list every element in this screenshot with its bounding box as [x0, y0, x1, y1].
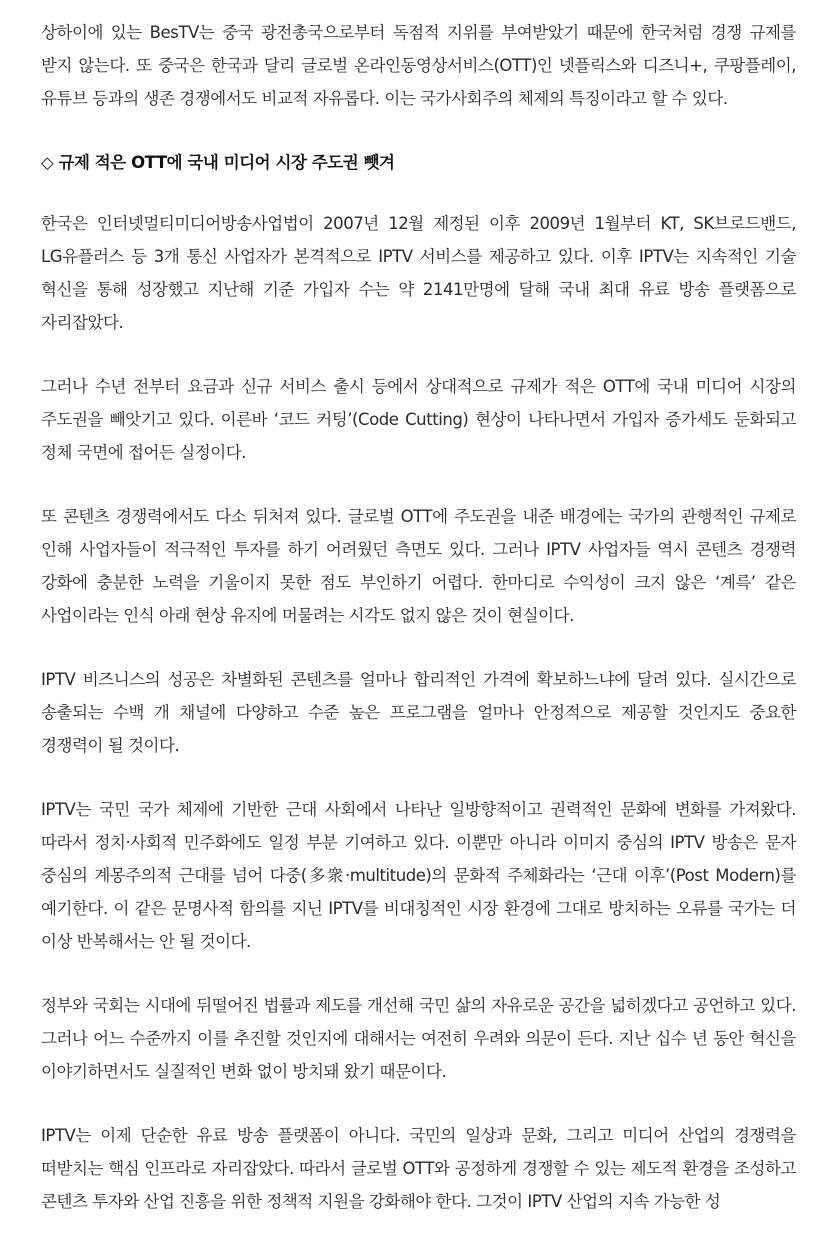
article-subheading: ◇ 규제 적은 OTT에 국내 미디어 시장 주도권 뺏겨: [41, 153, 395, 172]
article-paragraph-bestv: 상하이에 있는 BesTV는 중국 광전총국으로부터 독점적 지위를 부여받았기 때문에 한국처럼 경쟁 규제를 받지 않는다. 또 중국은 한국과 달리 글로벌 온라인동영상서비스(OTT)인 넷플릭스와 디즈니+, 쿠팡플레이, 유튜브 등과의 생존 경쟁에서도 비교적 자유롭다. 이는 국가사회주의 체제의 특징이라고 할 수 있다.: [41, 23, 796, 108]
article-paragraph-government-reform: 정부와 국회는 시대에 뒤떨어진 법률과 제도를 개선해 국민 삶의 자유로운 공간을 넓히겠다고 공언하고 있다. 그러나 어느 수준까지 이를 추진할 것인지에 대해서는 여전히 우려와 의문이 든다. 지난 십수 년 동안 혁신을 이야기하면서도 실질적인 변화 없이 방치돼 왔기 때문이다.: [41, 996, 796, 1081]
article-paragraph-content-competitiveness: 또 콘텐츠 경쟁력에서도 다소 뒤처져 있다. 글로벌 OTT에 주도권을 내준 배경에는 국가의 관행적인 규제로 인해 사업자들이 적극적인 투자를 하기 어려웠던 측면도 있다. 그러나 IPTV 사업자들 역시 콘텐츠 경쟁력 강화에 충분한 노력을 기울이지 못한 점도 부인하기 어렵다. 한마디로 수익성이 크지 않은 ‘계륵’ 같은 사업이라는 인식 아래 현상 유지에 머물려는 시각도 없지 않은 것이 현실이다.: [41, 507, 796, 625]
article-paragraph-business-success: IPTV 비즈니스의 성공은 차별화된 콘텐츠를 얼마나 합리적인 가격에 확보하느냐에 달려 있다. 실시간으로 송출되는 수백 개 채널에 다양하고 수준 높은 프로그램을 얼마나 안정적으로 제공할 것인지도 중요한 경쟁력이 될 것이다.: [41, 670, 796, 755]
article-paragraph-cultural-change: IPTV는 국민 국가 체제에 기반한 근대 사회에서 나타난 일방향적이고 권력적인 문화에 변화를 가져왔다. 따라서 정치·사회적 민주화에도 일정 부분 기여하고 있다. 이뿐만 아니라 이미지 중심의 IPTV 방송은 문자 중심의 계몽주의적 근대를 넘어 다중(多衆·multitude)의 문화적 주체화라는 ‘근대 이후’(Post Modern)를 예기한다. 이 같은 문명사적 함의를 지닌 IPTV를 비대칭적인 시장 환경에 그대로 방치하는 오류를 국가는 더 이상 반복해서는 안 될 것이다.: [41, 800, 796, 951]
article-paragraph-iptv-history: 한국은 인터넷멀티미디어방송사업법이 2007년 12월 제정된 이후 2009년 1월부터 KT, SK브로드밴드, LG유플러스 등 3개 통신 사업자가 본격적으로 IPTV 서비스를 제공하고 있다. 이후 IPTV는 지속적인 기술 혁신을 통해 성장했고 지난해 기준 가입자 수는 약 2141만명에 달해 국내 최대 유료 방송 플랫폼으로 자리잡았다.: [41, 214, 796, 332]
article-paragraph-ott-competition: 그러나 수년 전부터 요금과 신규 서비스 출시 등에서 상대적으로 규제가 적은 OTT에 국내 미디어 시장의 주도권을 빼앗기고 있다. 이른바 ‘코드 커팅’(Code Cutting) 현상이 나타나면서 가입자 증가세도 둔화되고 정체 국면에 접어든 실정이다.: [41, 377, 796, 462]
article-body: [41, 16, 796, 1249]
article-paragraph-core-infrastructure: IPTV는 이제 단순한 유료 방송 플랫폼이 아니다. 국민의 일상과 문화, 그리고 미디어 산업의 경쟁력을 떠받치는 핵심 인프라로 자리잡았다. 따라서 글로벌 OTT와 공정하게 경쟁할 수 있는 제도적 환경을 조성하고 콘텐츠 투자와 산업 진흥을 위한 정책적 지원을 강화해야 한다. 그것이 IPTV 산업의 지속 가능한 성: [41, 1126, 796, 1211]
